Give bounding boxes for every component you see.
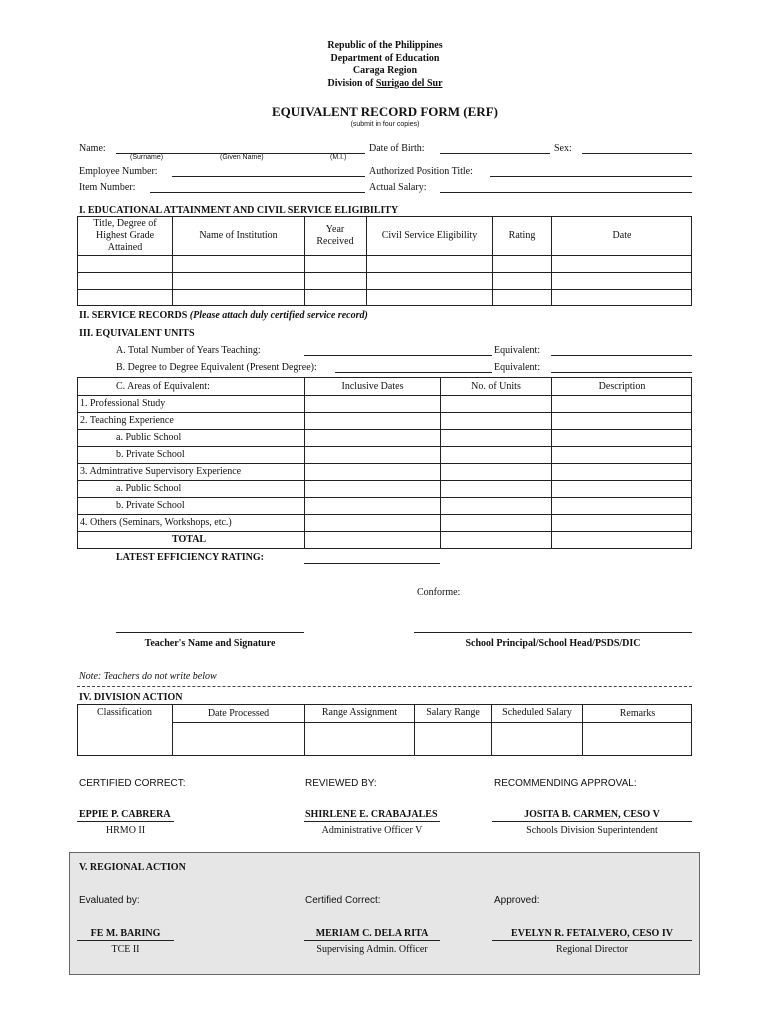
given-name-caption: (Given Name) xyxy=(220,154,264,161)
regional-certified-label: Certified Correct: xyxy=(305,895,381,906)
degree-field[interactable] xyxy=(335,372,492,373)
col-units: No. of Units xyxy=(471,381,521,392)
row-private-school-1: b. Private School xyxy=(116,449,185,460)
authorized-position-field[interactable] xyxy=(490,176,692,177)
regional-signatory-3-name: EVELYN R. FETALVERO, CESO IV xyxy=(511,928,673,939)
col-remarks: Remarks xyxy=(619,708,656,719)
signatory-2-line xyxy=(304,821,440,822)
signatory-2-name: SHIRLENE E. CRABAJALES xyxy=(305,809,438,820)
region-text: Caraga Region xyxy=(352,65,418,76)
approved-label: Approved: xyxy=(494,895,540,906)
col-areas: C. Areas of Equivalent: xyxy=(116,381,210,392)
sex-field[interactable] xyxy=(582,153,692,154)
section2-heading xyxy=(79,310,368,321)
signatory-3-title: Schools Division Superintendent xyxy=(526,825,658,836)
efficiency-label: LATEST EFFICIENCY RATING: xyxy=(116,552,264,563)
reviewed-by-label: REVIEWED BY: xyxy=(305,778,377,789)
principal-signature-caption: School Principal/School Head/PSDS/DIC xyxy=(465,638,641,649)
col-description: Description xyxy=(598,381,646,392)
row-total: TOTAL xyxy=(172,534,207,545)
col-institution: Name of Institution xyxy=(199,230,278,241)
division-text xyxy=(0,78,770,91)
row-public-school-2: a. Public School xyxy=(116,483,182,494)
row-others: 4. Others (Seminars, Workshops, etc.) xyxy=(80,517,232,528)
col-date: Date xyxy=(612,230,632,241)
name-label: Name: xyxy=(79,143,106,154)
row-admin-experience: 3. Admintrative Supervisory Experience xyxy=(80,466,242,477)
col-year-received: Year Received xyxy=(316,224,354,247)
col-classification: Classification xyxy=(97,707,152,718)
equivalent-a-label: Equivalent: xyxy=(494,345,541,356)
certified-correct-label: CERTIFIED CORRECT: xyxy=(79,778,186,789)
cut-line xyxy=(77,686,692,687)
regional-signatory-2-line xyxy=(304,940,440,941)
signatory-2-title: Administrative Officer V xyxy=(321,825,423,836)
form-subtitle: (submit in four copies) xyxy=(350,121,420,128)
country-text: Republic of the Philippines xyxy=(327,40,443,51)
employee-number-field[interactable] xyxy=(172,176,365,177)
division-prefix: Division of xyxy=(327,77,376,89)
department-text: Department of Education xyxy=(330,52,440,64)
col-inclusive-dates: Inclusive Dates xyxy=(341,381,404,392)
education-entry-rows[interactable] xyxy=(77,256,692,305)
section2-title: II. SERVICE RECORDS xyxy=(79,310,188,321)
col-salary-range: Salary Range xyxy=(426,707,480,718)
signatory-3-line xyxy=(492,821,692,822)
col-rating: Rating xyxy=(508,230,536,241)
authorized-position-label: Authorized Position Title: xyxy=(369,166,473,177)
signatory-3-name: JOSITA B. CARMEN, CESO V xyxy=(524,809,660,820)
section3-heading: III. EQUIVALENT UNITS xyxy=(79,328,195,339)
item-number-label: Item Number: xyxy=(79,182,136,193)
conforme-label: Conforme: xyxy=(417,587,461,598)
equivalent-a-field[interactable] xyxy=(551,355,692,356)
dob-field[interactable] xyxy=(440,153,550,154)
actual-salary-field[interactable] xyxy=(440,192,692,193)
division-action-entry-row[interactable] xyxy=(78,723,691,755)
regional-signatory-1-line xyxy=(77,940,174,941)
regional-signatory-1-title: TCE II xyxy=(111,944,140,955)
section5-heading: V. REGIONAL ACTION xyxy=(79,862,186,873)
section4-heading: IV. DIVISION ACTION xyxy=(79,692,183,703)
letterhead xyxy=(0,40,770,90)
years-teaching-field[interactable] xyxy=(304,355,492,356)
regional-signatory-2-title: Supervising Admin. Officer xyxy=(316,944,428,955)
equivalent-b-field[interactable] xyxy=(551,372,692,373)
form-title: EQUIVALENT RECORD FORM (ERF) xyxy=(272,104,498,119)
degree-label: B. Degree to Degree Equivalent (Present Degree): xyxy=(116,362,317,373)
col-date-processed: Date Processed xyxy=(207,708,270,719)
recommending-label: RECOMMENDING APPROVAL: xyxy=(494,778,637,789)
section1-heading: I. EDUCATIONAL ATTAINMENT AND CIVIL SERVICE ELIGIBILITY xyxy=(79,205,399,216)
col-eligibility: Civil Service Eligibility xyxy=(381,230,478,241)
years-teaching-label: A. Total Number of Years Teaching: xyxy=(116,345,261,356)
signatory-1-name: EPPIE P. CABRERA xyxy=(79,809,171,820)
evaluated-by-label: Evaluated by: xyxy=(79,895,140,906)
mi-caption: (M.I.) xyxy=(330,154,347,161)
section2-note: (Please attach duly certified service record) xyxy=(189,310,368,321)
col-scheduled-salary: Scheduled Salary xyxy=(502,707,572,718)
surname-caption: (Surname) xyxy=(130,154,164,161)
regional-signatory-2-name: MERIAM C. DELA RITA xyxy=(315,928,429,939)
row-public-school-1: a. Public School xyxy=(116,432,182,443)
regional-signatory-3-title: Regional Director xyxy=(556,944,628,955)
equivalent-b-label: Equivalent: xyxy=(494,362,541,373)
employee-number-label: Employee Number: xyxy=(79,166,158,177)
efficiency-field[interactable] xyxy=(304,563,440,564)
actual-salary-label: Actual Salary: xyxy=(369,182,427,193)
equivalent-units-entry-cells[interactable] xyxy=(305,396,692,548)
item-number-field[interactable] xyxy=(150,192,365,193)
row-teaching-experience: 2. Teaching Experience xyxy=(80,415,174,426)
regional-signatory-3-line xyxy=(492,940,692,941)
signatory-1-title: HRMO II xyxy=(105,825,146,836)
regional-signatory-1-name: FE M. BARING xyxy=(90,928,161,939)
teacher-signature-line[interactable] xyxy=(116,632,304,633)
signatory-1-line xyxy=(77,821,174,822)
row-professional-study: 1. Professional Study xyxy=(80,398,166,409)
principal-signature-line[interactable] xyxy=(414,632,692,633)
division-name: Surigao del Sur xyxy=(375,77,443,89)
sex-label: Sex: xyxy=(554,143,572,154)
teacher-signature-caption: Teacher's Name and Signature xyxy=(144,638,276,649)
col-title-degree: Title, Degree of Highest Grade Attained xyxy=(93,218,157,253)
note-text: Note: Teachers do not write below xyxy=(79,671,217,682)
col-range-assignment: Range Assignment xyxy=(321,707,398,718)
dob-label: Date of Birth: xyxy=(369,143,425,154)
row-private-school-2: b. Private School xyxy=(116,500,185,511)
